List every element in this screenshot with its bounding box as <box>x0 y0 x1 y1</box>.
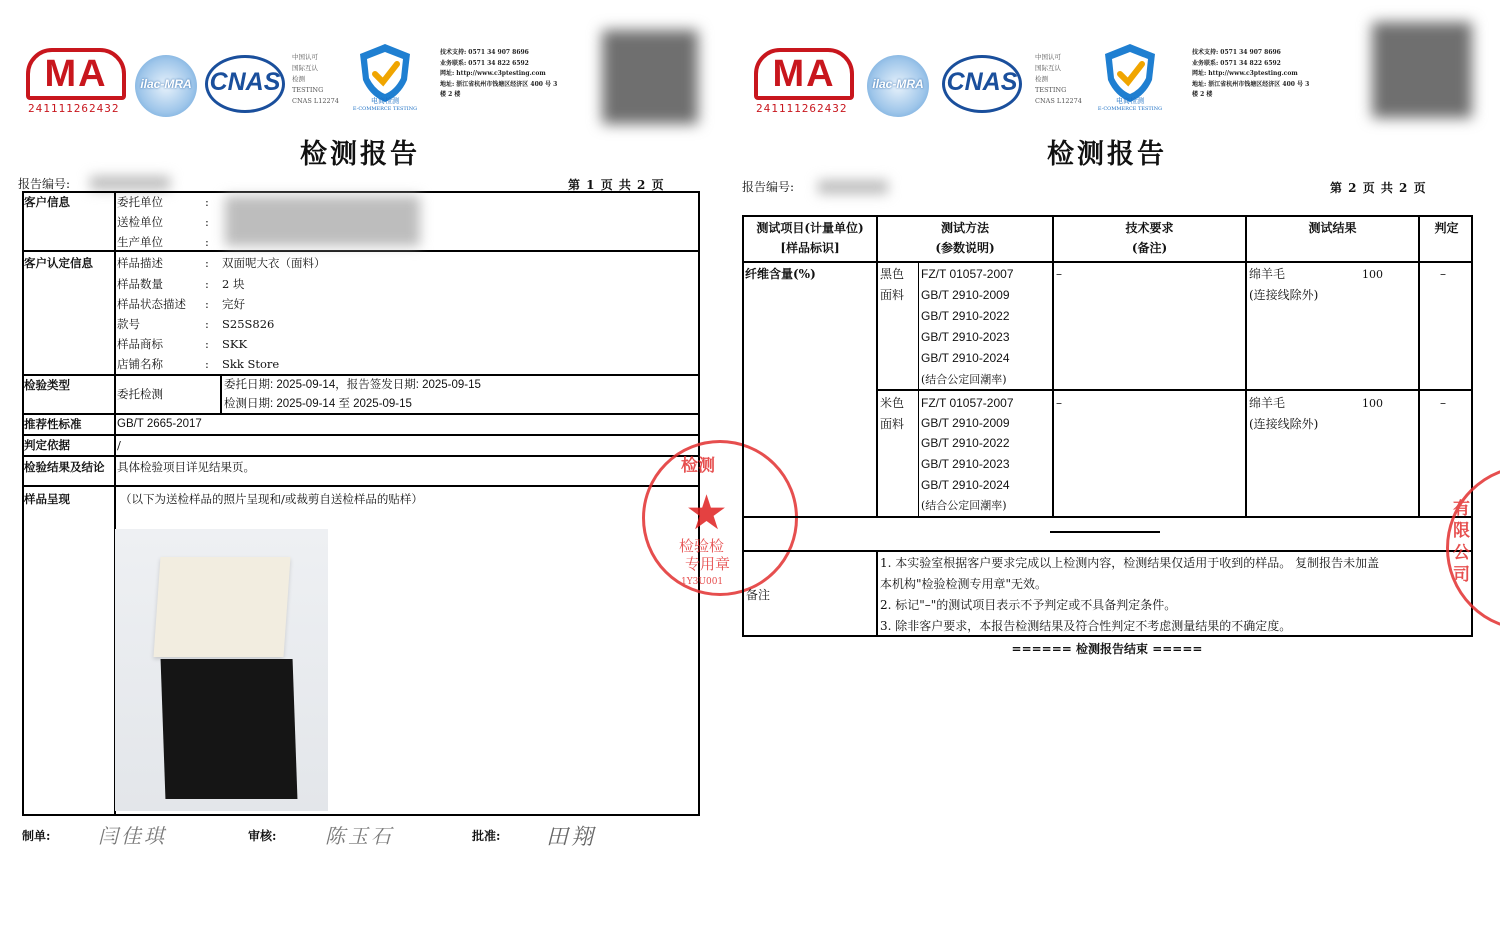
inspection-seal-stamp: 检测 ★ 检验检 专用章 1Y3U001 <box>642 440 798 596</box>
store-name-value: Skk Store <box>222 357 280 371</box>
result-fiber: 绵羊毛 <box>1249 396 1286 410</box>
redacted-report-number <box>818 180 888 194</box>
redacted-customer-names <box>225 196 420 246</box>
sample-field-label: 样品描述 <box>117 256 163 270</box>
company-seal-stamp: 有限公司 <box>1446 465 1500 631</box>
col-header-sample-id: [样品标识] <box>780 241 840 255</box>
judgement-basis-label: 判定依据 <box>24 438 70 452</box>
accreditation-text: 中国认可 国际互认 检测 TESTING CNAS L12274 <box>292 53 339 105</box>
beige-fabric-swatch <box>154 557 291 657</box>
remarks-label: 备注 <box>746 588 771 602</box>
test-method: FZ/T 01057-2007 <box>921 396 1014 410</box>
cnas-logo: CNAS <box>205 55 285 113</box>
sample-field-label: 样品商标 <box>117 337 163 351</box>
sample-field-label: 样品状态描述 <box>117 297 186 311</box>
cma-number: 241111262432 <box>28 102 120 115</box>
standard-label: 推荐性标准 <box>24 417 82 431</box>
report-number-label: 报告编号: <box>18 177 71 191</box>
sample-type: 面料 <box>880 288 905 302</box>
inspection-type-value: 委托检测 <box>117 387 163 401</box>
sample-condition-value: 完好 <box>222 297 245 311</box>
judgement-value: – <box>1440 396 1446 410</box>
reviewed-by-label: 审核: <box>248 829 277 843</box>
test-item-fiber-content: 纤维含量(%) <box>745 267 816 281</box>
test-method: GB/T 2910-2022 <box>921 436 1010 450</box>
requirement-value: – <box>1056 267 1062 281</box>
report-number-label: 报告编号: <box>742 180 795 194</box>
sample-quantity-value: 2 块 <box>222 277 245 291</box>
report-title: 检测报告 <box>300 139 420 170</box>
lab-contact-info: 技术支持: 0571 34 907 8696 业务联系: 0571 34 822 6592 网址: http://www.c3ptesting.com 地址: 浙江省杭州市钱塘区经济区 400 号 3 楼 2 楼 <box>1192 49 1310 98</box>
testing-dates: 检测日期: 2025-09-14 至 2025-09-15 <box>224 398 412 410</box>
cma-logo: MA <box>26 48 126 100</box>
col-header-method-note: (参数说明) <box>935 241 995 255</box>
remark-line: 本机构"检验检测专用章"无效。 <box>880 577 1048 591</box>
sample-info-label: 客户认定信息 <box>24 256 93 270</box>
brand-value: SKK <box>222 337 248 351</box>
field-entrusting-unit: 委托单位 <box>117 195 163 209</box>
approved-by-signature: 田翔 <box>546 825 597 850</box>
inspection-type-label: 检验类型 <box>24 378 70 392</box>
test-method-note: (结合公定回潮率) <box>921 373 1007 386</box>
conclusion-label: 检验结果及结论 <box>24 460 105 474</box>
sample-description-value: 双面呢大衣（面料） <box>222 256 326 270</box>
black-fabric-swatch <box>161 659 298 799</box>
sample-photo-note: （以下为送检样品的照片呈现和/或裁剪自送检样品的贴样） <box>120 492 423 506</box>
result-note: (连接线除外) <box>1249 417 1319 431</box>
blurred-qr-code <box>602 30 698 124</box>
test-method: GB/T 2910-2023 <box>921 330 1010 344</box>
standard-value: GB/T 2665-2017 <box>117 418 202 430</box>
field-manufacturer: 生产单位 <box>117 235 163 249</box>
redacted-report-number <box>90 176 170 190</box>
ecommerce-badge-caption: 电商检测 E-COMMERCE TESTING <box>1097 97 1163 112</box>
remark-line: 2. 标记"–"的测试项目表示不予判定或不具备判定条件。 <box>880 598 1177 612</box>
judgement-value: – <box>1440 267 1446 281</box>
blurred-qr-code <box>1372 22 1472 118</box>
cma-number: 241111262432 <box>756 102 848 115</box>
test-method: GB/T 2910-2009 <box>921 416 1010 430</box>
sample-type: 面料 <box>880 417 905 431</box>
ilac-mra-logo: ilac-MRA <box>867 55 929 117</box>
commission-and-issue-dates: 委托日期: 2025-09-14，报告签发日期: 2025-09-15 <box>224 379 481 391</box>
test-method: FZ/T 01057-2007 <box>921 267 1014 281</box>
report-page-1: MA 241111262432 ilac-MRA CNAS 中国认可 国际互认 检测 TESTING CNAS L12274 电商检测 E-COMMERCE TESTING 技术支持: 0571 34 907 8696 业务联系: 0571 34 822 6592 网址: http://www.c3ptesting.com 地址: 浙江省杭州市钱塘区经济区 400 号 3 楼 2 楼 检测报告 报告编号: 第 1 页 共 2 页 客户信息 委托单位 送检单位 生产单位 : : : 客户认定信息 样品描述 样品数量 样品状态描述 款号 样品商标 店铺名称 : : : : : : 双面呢大衣（面料） 2 块 完好 S25S826 SKK Skk Store 检验类型 委托检测 委托日期: 2025-09-14，报告签发日期: 2025-09-15 检测日期: 2025-09-14 至 2025-09-15 推荐性标准 GB/T 2665-2017 判定依据 / 检验结果及结论 具体检验项目详见结果页。 样品呈现 （以下为送检样品的照片呈现和/或裁剪自送检样品的贴样） 检测 ★ 检验检 专用章 1Y3U001 制单: 闫佳琪 审核: 陈玉石 批准: 田翔 <box>0 0 740 936</box>
customer-info-label: 客户信息 <box>24 195 70 209</box>
test-method: GB/T 2910-2024 <box>921 351 1010 365</box>
remark-line: 1. 本实验室根据客户要求完成以上检测内容，检测结果仅适用于收到的样品。 复制报告未加盖 <box>880 556 1380 570</box>
col-header-judgement: 判定 <box>1434 221 1459 235</box>
field-submitting-unit: 送检单位 <box>117 215 163 229</box>
sample-field-label: 店铺名称 <box>117 357 163 371</box>
col-header-method: 测试方法 <box>940 221 989 235</box>
result-fiber: 绵羊毛 <box>1249 267 1286 281</box>
page-indicator: 第 1 页 共 2 页 <box>568 178 665 192</box>
cma-logo: MA <box>754 48 854 100</box>
remark-line: 3. 除非客户要求，本报告检测结果及符合性判定不考虑测量结果的不确定度。 <box>880 619 1292 633</box>
test-method: GB/T 2910-2024 <box>921 478 1010 492</box>
report-title: 检测报告 <box>1047 139 1167 170</box>
cnas-logo: CNAS <box>942 55 1022 113</box>
reviewed-by-signature: 陈玉石 <box>325 824 394 848</box>
style-number-value: S25S826 <box>222 317 275 331</box>
result-percentage: 100 <box>1362 268 1383 281</box>
judgement-basis-value: / <box>117 438 121 452</box>
test-method: GB/T 2910-2023 <box>921 457 1010 471</box>
test-method: GB/T 2910-2022 <box>921 309 1010 323</box>
prepared-by-label: 制单: <box>22 829 51 843</box>
sample-photo-label: 样品呈现 <box>24 492 70 506</box>
sample-color: 黑色 <box>880 267 905 281</box>
test-method: GB/T 2910-2009 <box>921 288 1010 302</box>
prepared-by-signature: 闫佳琪 <box>98 824 167 848</box>
lab-contact-info: 技术支持: 0571 34 907 8696 业务联系: 0571 34 822 6592 网址: http://www.c3ptesting.com 地址: 浙江省杭州市钱塘区经济区 400 号 3 楼 2 楼 <box>440 49 558 98</box>
ecommerce-badge-caption: 电商检测 E-COMMERCE TESTING <box>352 97 418 112</box>
col-header-result: 测试结果 <box>1308 221 1357 235</box>
result-percentage: 100 <box>1362 397 1383 410</box>
page-indicator: 第 2 页 共 2 页 <box>1330 181 1427 195</box>
test-method-note: (结合公定回潮率) <box>921 499 1007 512</box>
result-note: (连接线除外) <box>1249 288 1319 302</box>
report-end-marker: ====== 检测报告结束 ===== <box>1011 642 1203 656</box>
approved-by-label: 批准: <box>472 829 501 843</box>
table-separator <box>1050 531 1160 533</box>
col-header-requirement: 技术要求 <box>1125 221 1174 235</box>
conclusion-value: 具体检验项目详见结果页。 <box>117 460 255 474</box>
sample-color: 米色 <box>880 396 905 410</box>
sample-photo <box>115 529 328 811</box>
ilac-mra-logo: ilac-MRA <box>135 55 197 117</box>
col-header-item: 测试项目(计量单位) <box>756 221 864 235</box>
report-page-2 <box>740 0 1500 936</box>
col-header-requirement-note: (备注) <box>1131 241 1168 255</box>
sample-field-label: 样品数量 <box>117 277 163 291</box>
requirement-value: – <box>1056 396 1062 410</box>
sample-field-label: 款号 <box>117 317 140 331</box>
accreditation-text: 中国认可 国际互认 检测 TESTING CNAS L12274 <box>1035 53 1082 105</box>
